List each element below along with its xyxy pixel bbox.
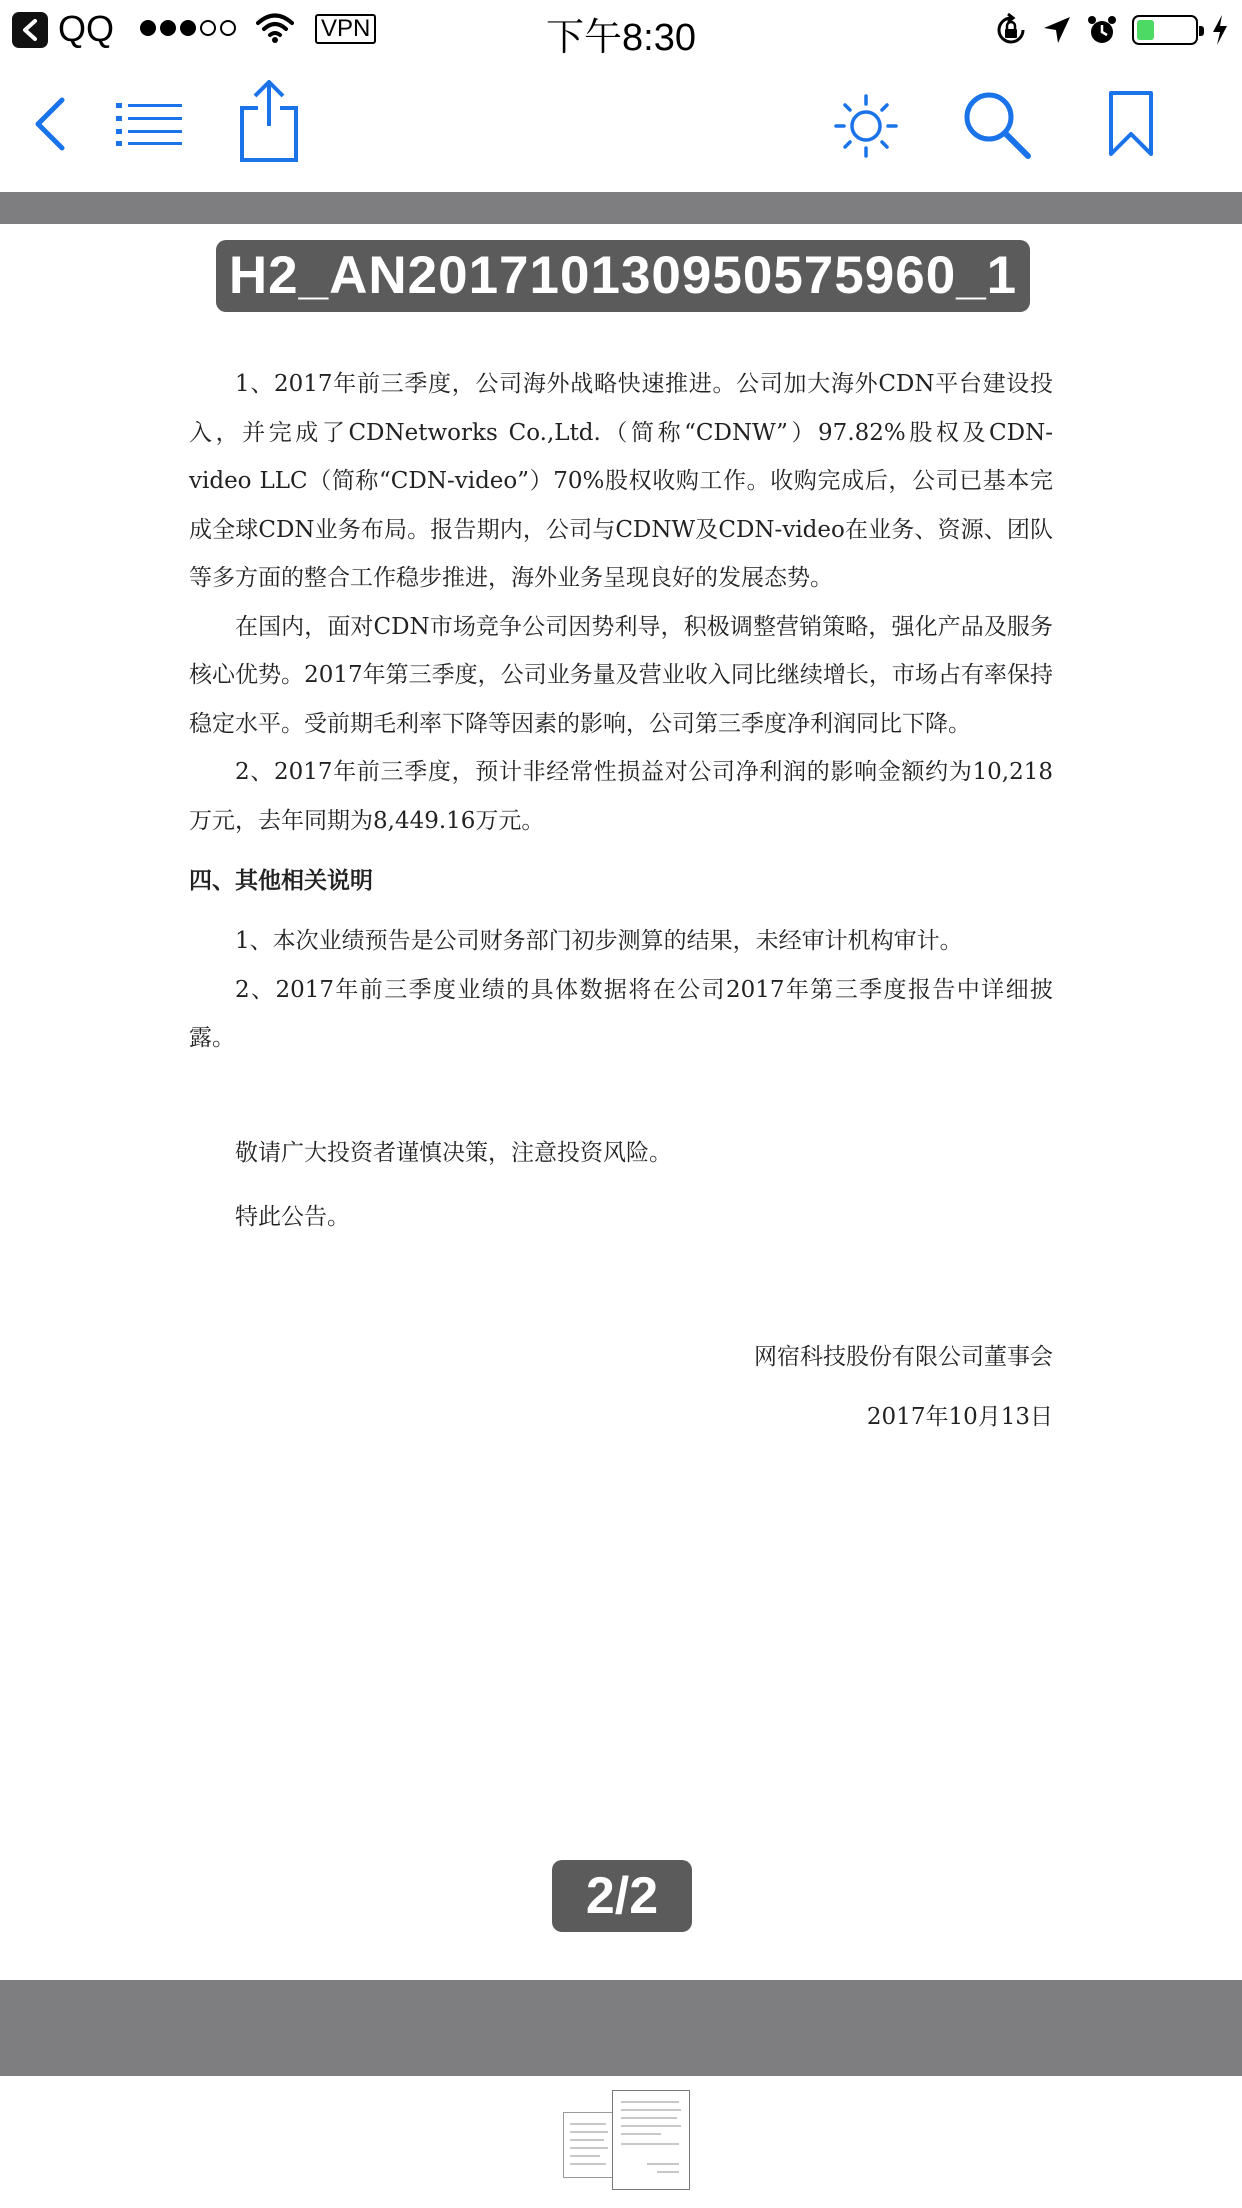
charging-bolt-icon [1212,15,1228,45]
file-title-badge: H2_AN201710130950575960_1 [216,240,1030,312]
reader-toolbar [0,60,1242,192]
document-page[interactable] [0,224,1242,1980]
note-item-1: 1、本次业绩预告是公司财务部门初步测算的结果，未经审计机构审计。 [235,928,963,954]
battery-level [1137,20,1154,40]
share-icon[interactable] [240,78,298,162]
thumbnail-strip [0,2076,1242,2208]
paragraph-overseas: 1、2017年前三季度，公司海外战略快速推进。公司加大海外CDN平台建设投入，并完成了CDNetworks Co.,Ltd.（简称“CDNW”）97.82%股权及CDN-video LLC（简称“CDN-video”）70%股权收购工作。收购完成后，公司已基本完成全球CDN业务布局。报告期内，公司与CDNW及CDN-video在业务、资源、团队等多方面的整合工作稳步推进，海外业务呈现良好的发展态势。 [189,371,1053,591]
page-indicator: 2/2 [552,1860,692,1932]
page-frame-bottom [0,1980,1242,2076]
search-icon[interactable] [962,90,1032,160]
back-chevron-icon[interactable] [32,96,68,152]
page-thumbnail-2[interactable] [612,2090,690,2190]
alarm-icon [1086,14,1118,46]
announcement-line: 特此公告。 [235,1203,350,1230]
announcement-date: 2017年10月13日 [866,1403,1053,1430]
back-app-label[interactable]: QQ [58,8,115,49]
page-frame-top [0,192,1242,224]
brightness-sun-icon[interactable] [832,92,900,160]
bookmark-icon[interactable] [1108,90,1154,158]
note-item-2: 2、2017年前三季度业绩的具体数据将在公司2017年第三季度报告中详细披露。 [189,976,1053,1051]
location-icon [1042,15,1072,45]
document-body [189,360,1053,1447]
battery-icon [1132,15,1198,45]
section-heading: 四、其他相关说明 [189,867,373,894]
paragraph-domestic: 在国内，面对CDN市场竞争公司因势利导，积极调整营销策略，强化产品及服务核心优势。2017年第三季度，公司业务量及营业收入同比继续增长，市场占有率保持稳定水平。受前期毛利率下降等因素的影响，公司第三季度净利润同比下降。 [189,613,1053,737]
clock: 下午8:30 [546,17,696,59]
status-bar [0,0,1242,60]
signatory: 网宿科技股份有限公司董事会 [754,1343,1053,1370]
outline-list-icon[interactable] [116,102,182,146]
risk-caution: 敬请广大投资者谨慎决策，注意投资风险。 [235,1139,672,1166]
rotation-lock-icon [994,13,1028,47]
vpn-badge: VPN [315,14,376,44]
page-thumbnail-1[interactable] [563,2112,615,2178]
paragraph-non-recurring: 2、2017年前三季度，预计非经常性损益对公司净利润的影响金额约为10,218万元，去年同期为8,449.16万元。 [189,759,1053,834]
